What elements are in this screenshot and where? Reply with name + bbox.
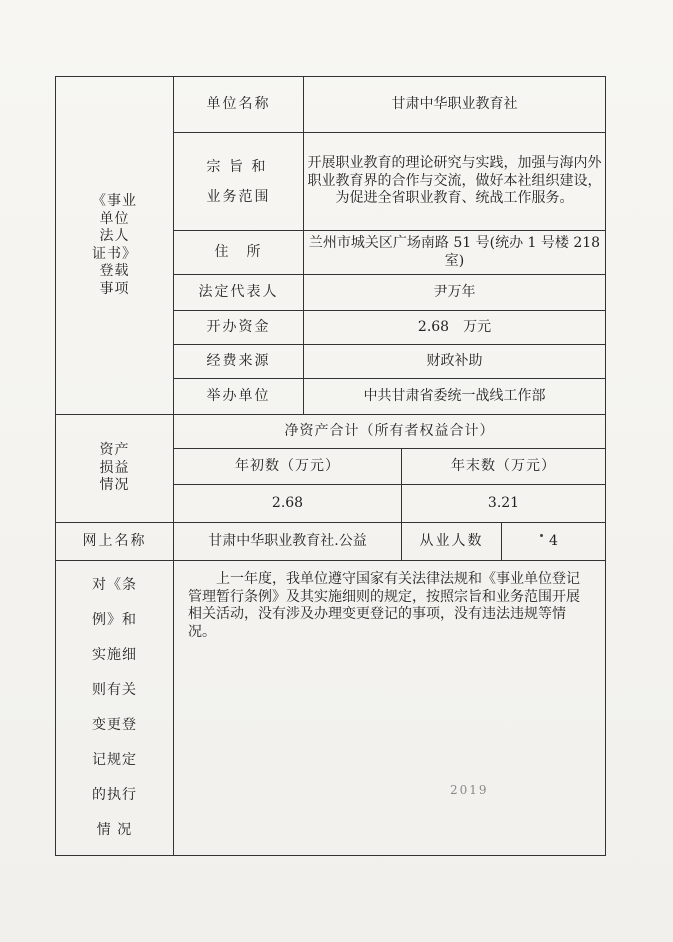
section-label-line: 《事业	[92, 193, 137, 209]
purpose-line: 职业教育界的合作与交流，做好本社组织建设，	[307, 172, 602, 189]
section-label-line: 情况	[99, 477, 130, 494]
compliance-text-cell	[174, 561, 606, 856]
purpose-value	[304, 133, 606, 231]
online-name-value: 甘肃中华职业教育社.公益	[174, 523, 402, 561]
capital-label: 开办资金	[174, 311, 304, 345]
section-label-line: 实施细	[92, 647, 137, 663]
unit-name-value: 甘肃中华职业教育社	[304, 77, 606, 133]
purpose-label	[174, 133, 304, 231]
section-label-line: 法人	[99, 228, 130, 244]
section-label-line: 损益	[99, 459, 130, 476]
section-label-line: 情 况	[96, 822, 133, 838]
begin-year-value: 2.68	[174, 485, 402, 523]
legal-rep-value: 尹万年	[304, 275, 606, 311]
purpose-label-line: 宗 旨 和	[206, 158, 268, 175]
section-label-line: 变更登	[92, 717, 137, 733]
section-label-line: 单位	[99, 210, 130, 227]
funding-value: 财政补助	[304, 345, 606, 379]
assets-section-label	[56, 415, 174, 523]
sponsor-value: 中共甘肃省委统一战线工作部	[304, 379, 606, 415]
staff-count-label: 从业人数	[402, 523, 502, 561]
legal-rep-label: 法定代表人	[174, 275, 304, 311]
scan-speck	[540, 534, 543, 537]
section-label-line: 对《条	[92, 577, 137, 593]
staff-count-value: 4	[502, 523, 606, 561]
purpose-line: 开展职业教育的理论研究与实践，加强与海内外	[307, 155, 602, 172]
end-year-value: 3.21	[402, 485, 606, 523]
unit-name-label: 单位名称	[174, 77, 304, 133]
capital-value: 2.68 万元	[304, 311, 606, 345]
section-label-line: 记规定	[92, 752, 137, 768]
section-label-line: 资产	[99, 442, 130, 459]
net-assets-header: 净资产合计（所有者权益合计）	[174, 415, 606, 449]
purpose-line: 为促进全省职业教育、统战工作服务。	[335, 190, 574, 207]
compliance-section-label	[56, 561, 174, 856]
row-compliance	[56, 561, 606, 856]
row-unit-name	[56, 77, 606, 133]
online-name-label: 网上名称	[56, 523, 174, 561]
address-value: 兰州市城关区广场南路 51 号(统办 1 号楼 218 室)	[304, 231, 606, 275]
sponsor-label: 举办单位	[174, 379, 304, 415]
compliance-text: 上一年度，我单位遵守国家有关法律法规和《事业单位登记管理暂行条例》及其实施细则的规定，按照宗旨和业务范围开展相关活动，没有涉及办理变更登记的事项，没有违法违规等情况。	[188, 571, 580, 640]
registration-section-label	[56, 77, 174, 415]
row-assets-header	[56, 415, 606, 449]
end-year-label: 年末数（万元）	[402, 449, 606, 485]
begin-year-label: 年初数（万元）	[174, 449, 402, 485]
section-label-line: 登载	[99, 263, 130, 279]
section-label-line: 的执行	[92, 787, 137, 803]
section-label-line: 证书》	[92, 245, 137, 262]
section-label-line: 则有关	[92, 682, 137, 698]
funding-label: 经费来源	[174, 345, 304, 379]
annual-report-form	[55, 76, 606, 856]
signature-date-fragment: 2019	[450, 783, 489, 797]
address-label: 住 所	[174, 231, 304, 275]
section-label-line: 例》和	[92, 612, 137, 628]
section-label-line: 事项	[99, 280, 130, 297]
row-online-name	[56, 523, 606, 561]
purpose-label-line: 业务范围	[206, 188, 271, 205]
